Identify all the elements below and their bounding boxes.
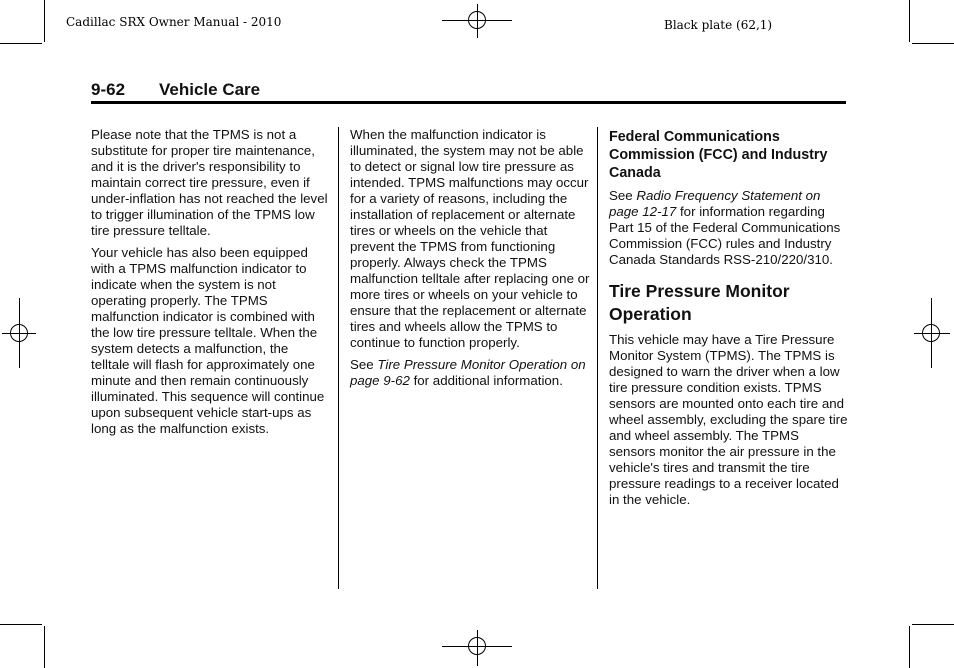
cross-reference-link[interactable]: Tire Pressure Monitor Operation on page 9-62 <box>350 357 586 388</box>
crop-mark-top-right-v <box>909 0 910 42</box>
print-meta-right: Black plate (62,1) <box>664 18 773 32</box>
page-number: 9-62 <box>91 80 126 99</box>
crop-mark-top-left-h <box>0 43 42 44</box>
column-3 <box>609 128 849 514</box>
paragraph-malfunction-indicator: Your vehicle has also been equipped with a TPMS malfunction indicator to indicate when the system is not operating properly. The TPMS malfunction indicator is combined with the low tire pressure telltale. When the system detects a malfunction, the telltale will flash for approximately one minute and then remain continuously illuminated. This sequence will continue upon subsequent vehicle start-ups as long as the malfunction exists. <box>91 245 325 436</box>
crop-mark-bottom-right-h <box>912 624 954 625</box>
paragraph-malfunction-effects: When the malfunction indicator is illuminated, the system may not be able to detect or signal low tire pressure as intended. TPMS malfunctions may occur for a variety of reasons, including the installation of replacement or alternate tires or wheels on the vehicle that prevent the TPMS from functioning properly. Always check the TPMS malfunction telltale after replacing one or more tires or wheels on your vehicle to ensure that the replacement or alternate tires and wheels allow the TPMS to continue to function properly. <box>350 127 590 350</box>
header-rule <box>91 101 846 104</box>
crop-mark-bottom-left-v <box>44 626 45 668</box>
paragraph-fcc: See Radio Frequency Statement on page 12-17 for information regarding Part 15 of the Federal Communications Commission (FCC) rules and Industry Canada Standards RSS-210/220/310. <box>609 188 841 267</box>
print-meta-left: Cadillac SRX Owner Manual - 2010 <box>66 15 282 29</box>
crop-mark-top-left-v <box>44 0 45 42</box>
column-2 <box>350 127 590 395</box>
section-title: Vehicle Care <box>159 80 261 99</box>
paragraph-tpms-operation: This vehicle may have a Tire Pressure Monitor System (TPMS). The TPMS is designed to warn the driver when a low tire pressure condition exists. TPMS sensors are mounted onto each tire and wheel assembly, excluding the spare tire and wheel assembly. The TPMS sensors monitor the air pressure in the vehicle's tires and transmit the tire pressure readings to a receiver located in the vehicle. <box>609 332 848 507</box>
column-divider-2 <box>597 127 598 589</box>
crop-mark-top-right-h <box>912 43 954 44</box>
paragraph-tpms-maintenance: Please note that the TPMS is not a substitute for proper tire maintenance, and it is the driver's responsibility to maintain correct tire pressure, even if under-inflation has not reached the level to trigger illumination of the TPMS low tire pressure telltale. <box>91 127 328 238</box>
crop-mark-bottom-left-h <box>0 624 42 625</box>
column-1 <box>91 127 329 443</box>
fcc-cross-reference-link[interactable]: Radio Frequency Statement on page 12-17 <box>609 188 821 219</box>
paragraph-see-reference: See Tire Pressure Monitor Operation on page 9-62 for additional information. <box>350 357 586 388</box>
column-divider-1 <box>338 127 339 589</box>
page-header <box>91 80 846 106</box>
crop-mark-bottom-right-v <box>909 626 910 668</box>
tpms-operation-heading: Tire Pressure Monitor Operation <box>609 281 790 324</box>
fcc-heading: Federal Communications Commission (FCC) and Industry Canada <box>609 129 828 181</box>
